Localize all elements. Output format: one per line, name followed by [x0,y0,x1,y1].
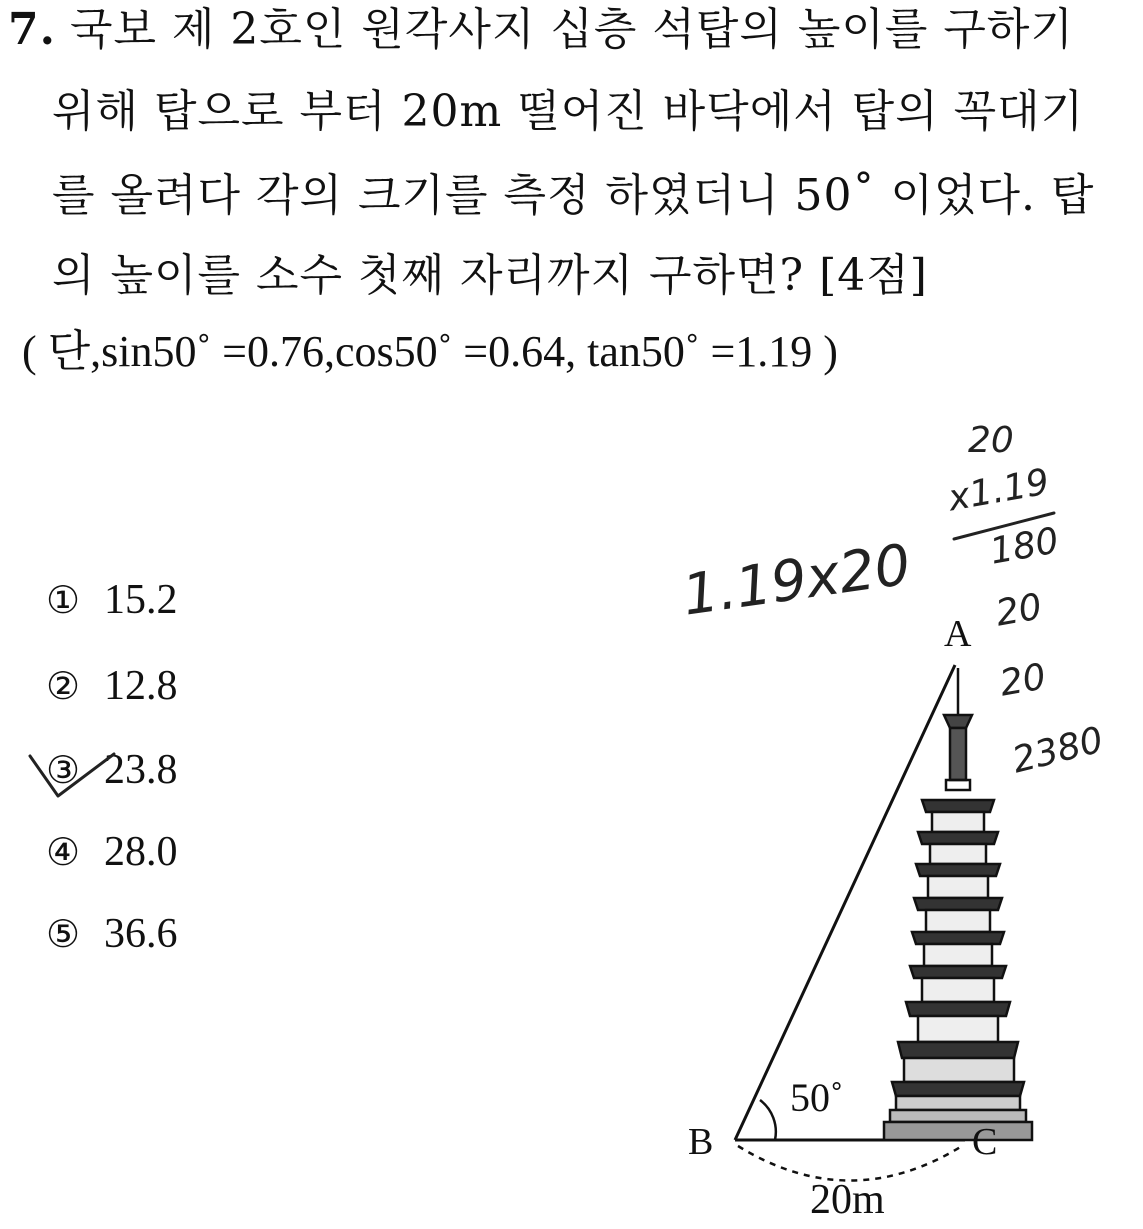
handwritten-times-119: x1.19 [945,461,1053,520]
handwritten-top-20: 20 [968,420,1014,461]
angle-label: 50˚ [790,1075,844,1120]
choice-3-value: 23.8 [104,747,178,793]
choice-2-mark: ② [46,664,81,708]
vertex-b-label: B [688,1121,714,1163]
vertex-c-label: C [972,1121,998,1163]
choice-2-value: 12.8 [104,663,178,709]
base-length-label: 20m [810,1177,885,1223]
choice-4-value: 28.0 [104,829,178,875]
handwritten-side-20b: 20 [996,656,1050,705]
angle-arc [760,1100,776,1140]
handwritten-180: 180 [986,520,1062,573]
given-values: ( 단,sin50˚ =0.76,cos50˚ =0.64, tan50˚ =1.19 ) [22,327,838,376]
handwritten-side-20a: 20 [992,586,1046,635]
problem-line-3: 를 올려다 각의 크기를 측정 하였더니 50˚ 이었다. 탑 [52,170,1095,221]
question-number: 7. [8,4,56,55]
handwritten-2380: 2380 [1008,719,1108,782]
choice-4-mark: ④ [46,830,81,874]
choice-1-value: 15.2 [104,577,178,623]
handwritten-calc-main: 1.19x20 [678,532,915,629]
vertex-a-label: A [944,613,972,655]
choice-1-mark: ① [46,578,81,622]
choice-5-mark: ⑤ [46,912,81,956]
problem-line-2: 위해 탑으로 부터 20m 떨어진 바닥에서 탑의 꼭대기 [52,86,1085,137]
problem-line-1-text: 국보 제 2호인 원각사지 십층 석탑의 높이를 구하기 [69,4,1074,55]
choice-3-mark: ③ [46,748,81,792]
pagoda-icon [884,668,1032,1140]
problem-line-4: 의 높이를 소수 첫째 자리까지 구하면? [4점] [52,250,928,301]
choice-5-value: 36.6 [104,911,178,957]
